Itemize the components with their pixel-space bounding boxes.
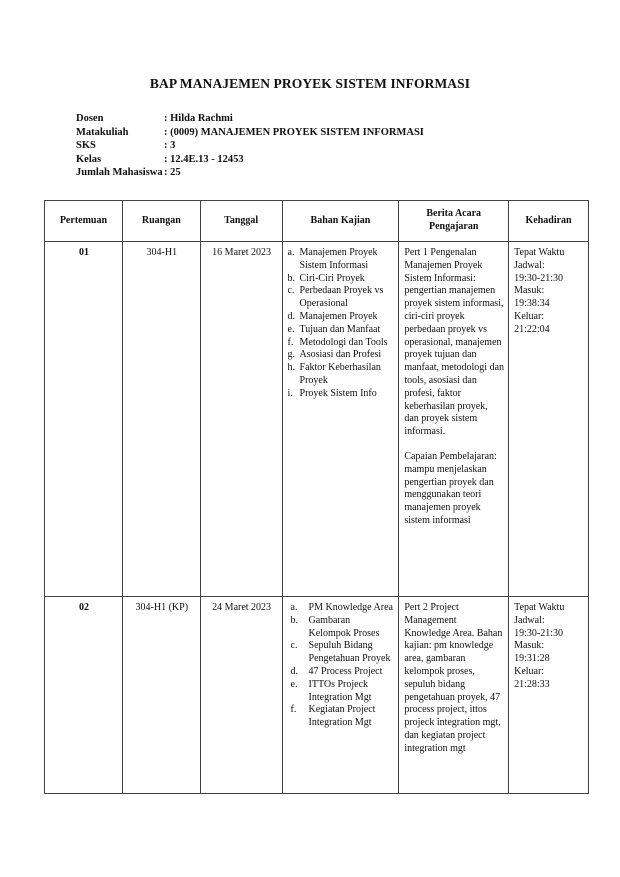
cell-tanggal: 16 Maret 2023 <box>200 242 282 597</box>
attendance-line: Keluar: <box>514 310 545 322</box>
list-marker: f. <box>290 704 297 716</box>
list-item <box>288 337 395 350</box>
list-text: Asosiasi dan Profesi <box>299 349 382 361</box>
capaian-pembelajaran-text: Capaian Pembelajaran: mampu menjelaskan pengertian proyek dan menggunakan teori manajemen proyek sistem informasi <box>404 450 497 526</box>
cell-ruangan: 304-H1 <box>122 242 200 597</box>
list-text: Proyek Sistem Info <box>299 387 377 399</box>
header-kehadiran: Kehadiran <box>509 201 589 242</box>
attendance-line: Masuk: <box>514 640 545 652</box>
cell-ruangan: 304-H1 (KP) <box>122 597 200 794</box>
list-text: Metodologi dan Tools <box>299 336 388 348</box>
info-value: : 25 <box>164 167 181 179</box>
info-value: : 12.4E.13 - 12453 <box>164 153 244 165</box>
list-text: Gambaran Kelompok Proses <box>308 614 380 639</box>
info-value: : Hilda Rachmi <box>164 113 233 124</box>
list-item <box>288 285 395 311</box>
list-marker: e. <box>287 323 295 335</box>
list-text: ITTOs Projeck Integration Mgt <box>308 678 372 703</box>
attendance-line: 21:22:04 <box>514 323 550 335</box>
cell-bahan-kajian <box>282 597 399 794</box>
list-marker: b. <box>287 272 296 284</box>
cell-kehadiran <box>509 597 589 794</box>
list-marker: a. <box>287 247 295 258</box>
list-item <box>288 273 395 286</box>
topic-list <box>288 602 395 730</box>
cell-kehadiran <box>509 242 589 597</box>
info-row-dosen <box>76 112 424 126</box>
attendance-table <box>44 200 589 794</box>
document-title: BAP MANAJEMEN PROYEK SISTEM INFORMASI <box>149 76 471 91</box>
list-text: Ciri-Ciri Proyek <box>299 272 365 284</box>
list-text: 47 Process Project <box>308 665 383 677</box>
attendance-line: Masuk: <box>514 285 545 297</box>
table-row <box>45 242 589 597</box>
header-bahan-kajian: Bahan Kajian <box>282 201 399 242</box>
attendance-line: 19:31:28 <box>514 653 550 665</box>
list-item <box>288 311 395 324</box>
table-header-row <box>45 201 589 242</box>
attendance-line: 21:28:33 <box>514 678 550 690</box>
list-text: Kegiatan Project Integration Mgt <box>308 704 376 729</box>
list-text: Sepuluh Bidang Pengetahuan Proyek <box>308 640 391 665</box>
list-marker: f. <box>287 336 294 348</box>
list-text: Tujuan dan Manfaat <box>299 323 381 335</box>
cell-berita-acara <box>399 597 509 794</box>
list-item <box>288 615 395 641</box>
attendance-line: Jadwal: <box>514 259 545 271</box>
attendance-status: Tepat Waktu <box>514 602 565 613</box>
list-text: Perbedaan Proyek vs Operasional <box>299 285 384 310</box>
info-label: SKS <box>76 140 96 152</box>
info-label: Dosen <box>76 113 104 124</box>
attendance-line: 19:38:34 <box>514 298 550 310</box>
list-text: Manajemen Proyek Sistem Informasi <box>299 247 378 271</box>
cell-bahan-kajian <box>282 242 399 597</box>
list-marker: e. <box>290 678 298 690</box>
info-value: : (0009) MANAJEMEN PROYEK SISTEM INFORMASI <box>164 126 424 138</box>
list-text: Manajemen Proyek <box>299 310 378 322</box>
info-value: : 3 <box>164 140 176 152</box>
attendance-line: 19:30-21:30 <box>514 627 563 639</box>
list-marker: c. <box>287 285 295 297</box>
info-row-jumlah-mahasiswa <box>76 166 424 180</box>
list-item <box>288 324 395 337</box>
cell-pertemuan: 01 <box>45 242 123 597</box>
info-label: Kelas <box>76 153 102 165</box>
header-ruangan: Ruangan <box>122 201 200 242</box>
table-row <box>45 597 589 794</box>
list-item <box>288 704 395 730</box>
list-marker: b. <box>290 614 299 626</box>
list-marker: i. <box>287 387 293 399</box>
topic-list <box>288 247 395 401</box>
course-info <box>76 112 424 180</box>
attendance-status: Tepat Waktu <box>514 247 565 258</box>
list-item <box>288 679 395 705</box>
attendance-line: Keluar: <box>514 665 545 677</box>
list-item <box>288 362 395 388</box>
cell-berita-acara <box>399 242 509 597</box>
list-item <box>288 640 395 666</box>
list-item <box>288 388 395 401</box>
list-marker: a. <box>290 602 298 613</box>
list-item <box>288 666 395 679</box>
list-item <box>288 247 395 273</box>
list-item <box>288 602 395 615</box>
berita-acara-text: Pert 2 Project Management Knowledge Area. Bahan kajian: pm knowledge area, gambaran kelompok proses, sepuluh bidang pengetahuan proyek, 47 process project, ittos projeck integration mgt, dan kegiatan project integration mgt <box>404 602 503 754</box>
info-label: Jumlah Mahasiswa <box>76 167 163 179</box>
header-pertemuan: Pertemuan <box>45 201 123 242</box>
list-marker: h. <box>287 362 296 374</box>
attendance-line: Jadwal: <box>514 614 545 626</box>
list-item <box>288 349 395 362</box>
list-marker: g. <box>287 349 296 361</box>
berita-acara-text: Pert 1 Pengenalan Manajemen Proyek Sistem Informasi: pengertian manajemen proyek sistem informasi, ciri-ciri proyek perbedaan proyek vs operasional, manajemen proyek tujuan dan manfaat, metodologi dan tools, asosiasi dan profesi, faktor keberhasilan proyek, dan proyek sistem informasi. <box>404 247 505 438</box>
list-marker: d. <box>290 665 299 677</box>
info-row-matakuliah <box>76 126 424 140</box>
cell-pertemuan: 02 <box>45 597 123 794</box>
info-row-kelas <box>76 153 424 167</box>
info-row-sks <box>76 139 424 153</box>
info-label: Matakuliah <box>76 126 129 138</box>
list-text: Faktor Keberhasilan Proyek <box>299 362 381 386</box>
header-tanggal: Tanggal <box>200 201 282 242</box>
header-berita-acara: Berita Acara Pengajaran <box>399 201 509 242</box>
list-marker: d. <box>287 310 296 322</box>
cell-tanggal: 24 Maret 2023 <box>200 597 282 794</box>
attendance-line: 19:30-21:30 <box>514 272 563 284</box>
list-marker: c. <box>290 640 298 652</box>
list-text: PM Knowledge Area <box>308 602 393 613</box>
